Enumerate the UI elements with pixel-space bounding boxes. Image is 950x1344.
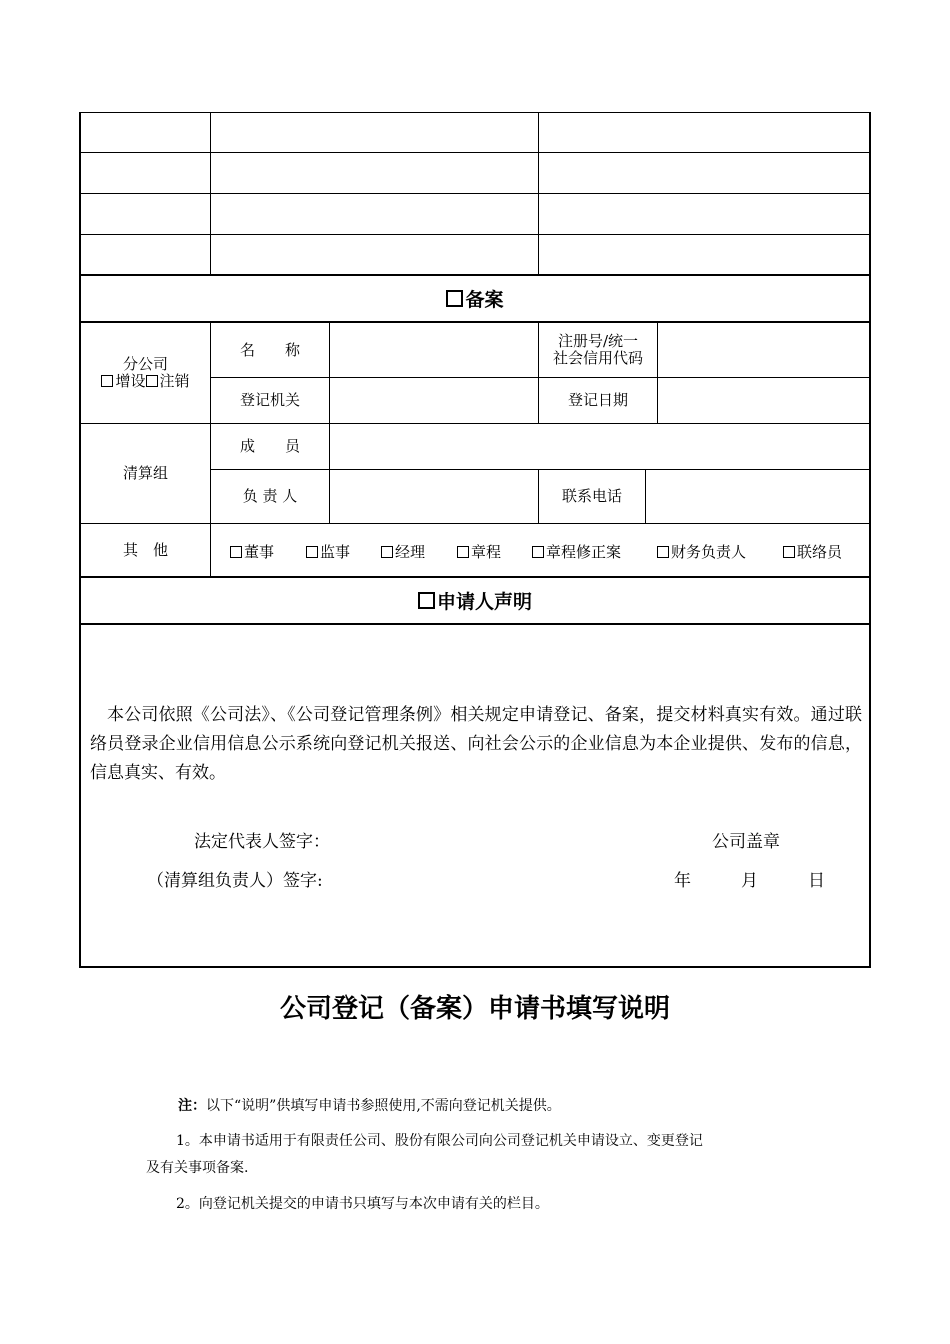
company-seal-label: 公司盖章	[712, 832, 780, 852]
checkbox-icon[interactable]	[381, 546, 393, 558]
declaration-title-text: 申请人声明	[436, 591, 532, 613]
filing-checkbox[interactable]	[446, 290, 463, 307]
option-articles-amendment[interactable]	[532, 541, 621, 562]
option-label: 联络员	[797, 543, 843, 561]
filing-section-title	[81, 276, 869, 321]
liquidation-phone-field[interactable]	[646, 470, 869, 523]
branch-add-checkbox[interactable]	[101, 375, 113, 387]
liquidation-head-field[interactable]	[330, 470, 538, 523]
checkbox-icon[interactable]	[230, 546, 242, 558]
reg-no-line2: 社会信用代码	[552, 349, 643, 367]
col-line	[210, 112, 211, 275]
branch-name-label: 名 称	[239, 340, 300, 359]
filing-title-text: 备案	[465, 289, 504, 311]
branch-authority-field[interactable]	[330, 378, 538, 423]
option-supervisor[interactable]	[306, 541, 350, 562]
option-label: 章程	[471, 543, 502, 561]
checkbox-icon[interactable]	[306, 546, 318, 558]
branch-reg-no-label	[539, 323, 657, 377]
instructions-title: 公司登记（备案）申请书填写说明	[279, 994, 670, 1024]
option-manager[interactable]	[381, 541, 425, 562]
table-border-right	[869, 112, 871, 968]
branch-label-main: 分公司	[122, 355, 168, 373]
row-line	[79, 112, 871, 113]
liquidation-members-label: 成 员	[239, 437, 300, 455]
branch-authority-label: 登记机关	[239, 391, 300, 409]
row-line	[79, 623, 871, 625]
checkbox-icon[interactable]	[783, 546, 795, 558]
declaration-paragraph	[90, 701, 862, 788]
liquidation-head-label: 负 责 人	[242, 487, 298, 505]
branch-reg-no-field[interactable]	[658, 323, 869, 377]
date-year: 年	[674, 871, 691, 891]
instruction-item-1-line1: 1。本申请书适用于有限责任公司、股份有限公司向公司登记机关申请设立、变更登记	[176, 1133, 703, 1149]
branch-add-label: 增设	[115, 372, 146, 390]
instruction-item-2: 2。向登记机关提交的申请书只填写与本次申请有关的栏目。	[176, 1196, 549, 1212]
option-label: 监事	[320, 543, 351, 561]
reg-no-line1: 注册号/统一	[557, 332, 639, 350]
checkbox-icon[interactable]	[657, 546, 669, 558]
option-label: 经理	[395, 543, 426, 561]
liquidation-members-field[interactable]	[330, 424, 869, 469]
branch-label	[81, 323, 210, 423]
option-liaison[interactable]	[783, 541, 842, 562]
branch-date-label: 登记日期	[567, 391, 628, 409]
declaration-section-title	[81, 578, 869, 623]
row-line	[79, 193, 871, 194]
branch-date-field[interactable]	[658, 378, 869, 423]
branch-options	[101, 373, 189, 390]
checkbox-icon[interactable]	[457, 546, 469, 558]
table-border-bottom	[79, 966, 871, 968]
branch-name-field[interactable]	[330, 323, 538, 377]
legal-rep-sign-label: 法定代表人签字：	[194, 832, 330, 852]
col-line	[538, 112, 539, 275]
instruction-item-1-line2: 及有关事项备案.	[146, 1160, 249, 1176]
option-label: 章程修正案	[546, 543, 622, 561]
option-label: 董事	[244, 543, 275, 561]
declaration-text: 本公司依照《公司法》、《公司登记管理条例》相关规定申请登记、备案，提交材料真实有效。通过联络员登录企业信用信息公示系统向登记机关报送、向社会公示的企业信息为本企业提供、发布的信息，信息真实、有效。	[90, 705, 862, 783]
option-articles[interactable]	[457, 541, 501, 562]
row-line	[79, 152, 871, 153]
branch-cancel-checkbox[interactable]	[146, 375, 158, 387]
date-month: 月	[741, 871, 758, 891]
date-day: 日	[808, 871, 825, 891]
liquidation-phone-label: 联系电话	[561, 487, 622, 505]
checkbox-icon[interactable]	[532, 546, 544, 558]
row-line	[79, 234, 871, 235]
option-finance-head[interactable]	[657, 541, 746, 562]
option-director[interactable]	[230, 541, 274, 562]
note-label: 注：	[178, 1098, 206, 1114]
declaration-checkbox[interactable]	[418, 592, 435, 609]
note-line	[178, 1095, 561, 1115]
liquidation-sign-label: （清算组负责人）签字:	[147, 871, 323, 891]
option-label: 财务负责人	[671, 543, 747, 561]
liquidation-label: 清算组	[122, 464, 168, 482]
other-label: 其 他	[122, 540, 168, 559]
branch-cancel-label: 注销	[159, 372, 190, 390]
note-text: 以下“说明”供填写申请书参照使用,不需向登记机关提供。	[206, 1098, 561, 1114]
